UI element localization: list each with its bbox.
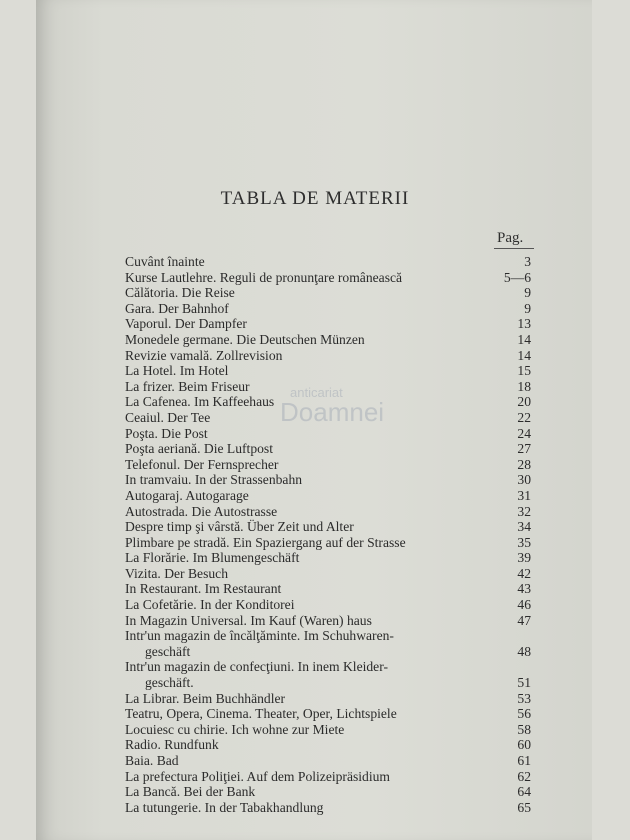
toc-entry [125, 769, 535, 785]
toc-entry-page: 18 [517, 378, 531, 394]
toc-entry-title: Autogaraj. Autogarage [125, 487, 249, 503]
toc-entry-page: 30 [517, 472, 531, 488]
page-title: TABLA DE MATERII [220, 188, 410, 209]
toc-entry [125, 535, 535, 551]
toc-entry [125, 581, 535, 597]
toc-entry-title: Călătoria. Die Reise [125, 285, 235, 301]
toc-entry [125, 659, 535, 690]
toc-entry-page: 22 [517, 409, 531, 425]
toc-entry-title: Ceaiul. Der Tee [125, 409, 211, 425]
toc-entry-page: 15 [517, 363, 531, 379]
toc-entry-title: Kurse Lautlehre. Reguli de pronunţare românească [125, 269, 403, 285]
toc-entry [125, 613, 535, 629]
toc-entry [125, 706, 535, 722]
toc-entry-page: 13 [517, 316, 531, 332]
toc-entry-page: 3 [524, 254, 531, 269]
toc-entry [125, 800, 535, 816]
toc-entry-title: Locuiesc cu chirie. Ich wohne zur Miete [125, 721, 345, 737]
toc-entry-page: 64 [517, 784, 531, 800]
toc-entry-page: 61 [517, 753, 531, 768]
toc-entry-title: La frizer. Beim Friseur [125, 378, 250, 394]
toc-entry-page: 56 [517, 706, 531, 722]
toc-entry [125, 784, 535, 800]
toc-entry [125, 519, 535, 535]
toc-entry-page: 47 [517, 612, 531, 628]
toc-entry-title: La Hotel. Im Hotel [125, 363, 229, 379]
toc-entry-page: 31 [517, 487, 531, 503]
toc-entry [125, 348, 535, 364]
toc-entry [125, 285, 535, 301]
toc-entry-title: Despre timp şi vârstă. Über Zeit und Alter [125, 519, 354, 535]
toc-entry [125, 410, 535, 426]
toc-entry-page: 65 [517, 799, 531, 815]
toc-entry-title: La Florărie. Im Blumengeschäft [125, 550, 300, 566]
toc-entry-title: Intr'un magazin de confecţiuni. In inem Kleider- [125, 659, 389, 675]
toc-entry-title: Baia. Bad [125, 753, 179, 768]
toc-entry-title: Gara. Der Bahnhof [125, 300, 229, 316]
toc-entry [125, 691, 535, 707]
toc-entry-title: La Cofetărie. In der Konditorei [125, 597, 295, 613]
toc-entry-page: 20 [517, 394, 531, 410]
toc-entry-title: In tramvaiu. In der Strassenbahn [125, 472, 303, 488]
toc-entry [125, 550, 535, 566]
toc-entry [125, 316, 535, 332]
toc-entry-title: Intr'un magazin de încălţăminte. Im Schuhwaren- [125, 628, 394, 644]
toc-entry-page: 34 [517, 519, 531, 535]
toc-entry [125, 301, 535, 317]
toc-entry-page: 42 [517, 565, 531, 581]
toc-entry [125, 504, 535, 520]
toc-entry [125, 457, 535, 473]
toc-entry-title: Autostrada. Die Autostrasse [125, 503, 278, 519]
toc-entry-title: La tutungerie. In der Tabakhandlung [125, 799, 324, 815]
toc-entry [125, 737, 535, 753]
toc-entry [125, 394, 535, 410]
toc-entry-page: 62 [517, 768, 531, 784]
toc-entry-page: 14 [517, 331, 531, 347]
toc-entry-page: 35 [517, 534, 531, 550]
toc-entry [125, 472, 535, 488]
toc-entry-page: 14 [517, 347, 531, 363]
toc-entry-page: 48 [517, 643, 531, 659]
toc-entry-title: Telefonul. Der Fernsprecher [125, 456, 279, 472]
toc-entry [125, 566, 535, 582]
toc-entry-title: La Librar. Beim Buchhändler [125, 690, 286, 706]
toc-entry-page: 53 [517, 690, 531, 706]
table-of-contents [125, 254, 535, 815]
page-column-rule [494, 248, 534, 249]
toc-entry-title: Cuvânt înainte [125, 254, 205, 269]
toc-entry-title: Revizie vamală. Zollrevision [125, 347, 283, 363]
toc-entry-page: 51 [517, 675, 531, 691]
toc-entry-title: In Restaurant. Im Restaurant [125, 581, 282, 597]
toc-entry-page: 9 [524, 285, 531, 301]
toc-entry-page: 27 [517, 441, 531, 457]
toc-entry-title-continued: geschäft. [145, 675, 194, 691]
toc-entry [125, 426, 535, 442]
toc-entry-title: La Cafenea. Im Kaffeehaus [125, 394, 275, 410]
toc-entry-title: Teatru, Opera, Cinema. Theater, Oper, Lichtspiele [125, 706, 397, 722]
toc-entry-title: La prefectura Poliţiei. Auf dem Polizeipräsidium [125, 768, 391, 784]
toc-entry [125, 628, 535, 659]
toc-entry-title: Monedele germane. Die Deutschen Münzen [125, 331, 365, 347]
toc-entry [125, 488, 535, 504]
toc-entry-page: 5—6 [503, 269, 531, 285]
toc-entry-page: 58 [517, 721, 531, 737]
toc-entry-page: 60 [517, 737, 531, 753]
toc-entry [125, 363, 535, 379]
toc-entry-page: 9 [524, 300, 531, 316]
toc-entry [125, 254, 535, 270]
watermark-line1: anticariat [290, 385, 343, 400]
toc-entry-page: 32 [517, 503, 531, 519]
toc-entry [125, 332, 535, 348]
toc-entry-title-continued: geschäft [145, 643, 191, 659]
toc-entry-title: Vizita. Der Besuch [125, 565, 228, 581]
toc-entry [125, 722, 535, 738]
toc-entry-page: 24 [517, 425, 531, 441]
toc-entry-title: Poşta. Die Post [125, 425, 208, 441]
toc-entry-title: Vaporul. Der Dampfer [125, 316, 247, 332]
toc-entry-title: Poşta aeriană. Die Luftpost [125, 441, 273, 457]
toc-entry-page: 46 [517, 597, 531, 613]
toc-entry-title: La Bancă. Bei der Bank [125, 784, 256, 800]
toc-entry-title: Radio. Rundfunk [125, 737, 219, 753]
watermark-line2: Doamnei [280, 397, 385, 427]
toc-entry [125, 379, 535, 395]
toc-entry [125, 270, 535, 286]
toc-entry-title: In Magazin Universal. Im Kauf (Waren) haus [125, 612, 372, 628]
toc-entry-title: Plimbare pe stradă. Ein Spaziergang auf der Strasse [125, 534, 406, 550]
toc-entry [125, 441, 535, 457]
page-column-label: Pag. [497, 230, 524, 246]
toc-entry-page: 39 [517, 550, 531, 566]
toc-entry-page: 43 [517, 581, 531, 597]
toc-entry-page: 28 [517, 456, 531, 472]
toc-entry [125, 597, 535, 613]
toc-entry [125, 753, 535, 769]
